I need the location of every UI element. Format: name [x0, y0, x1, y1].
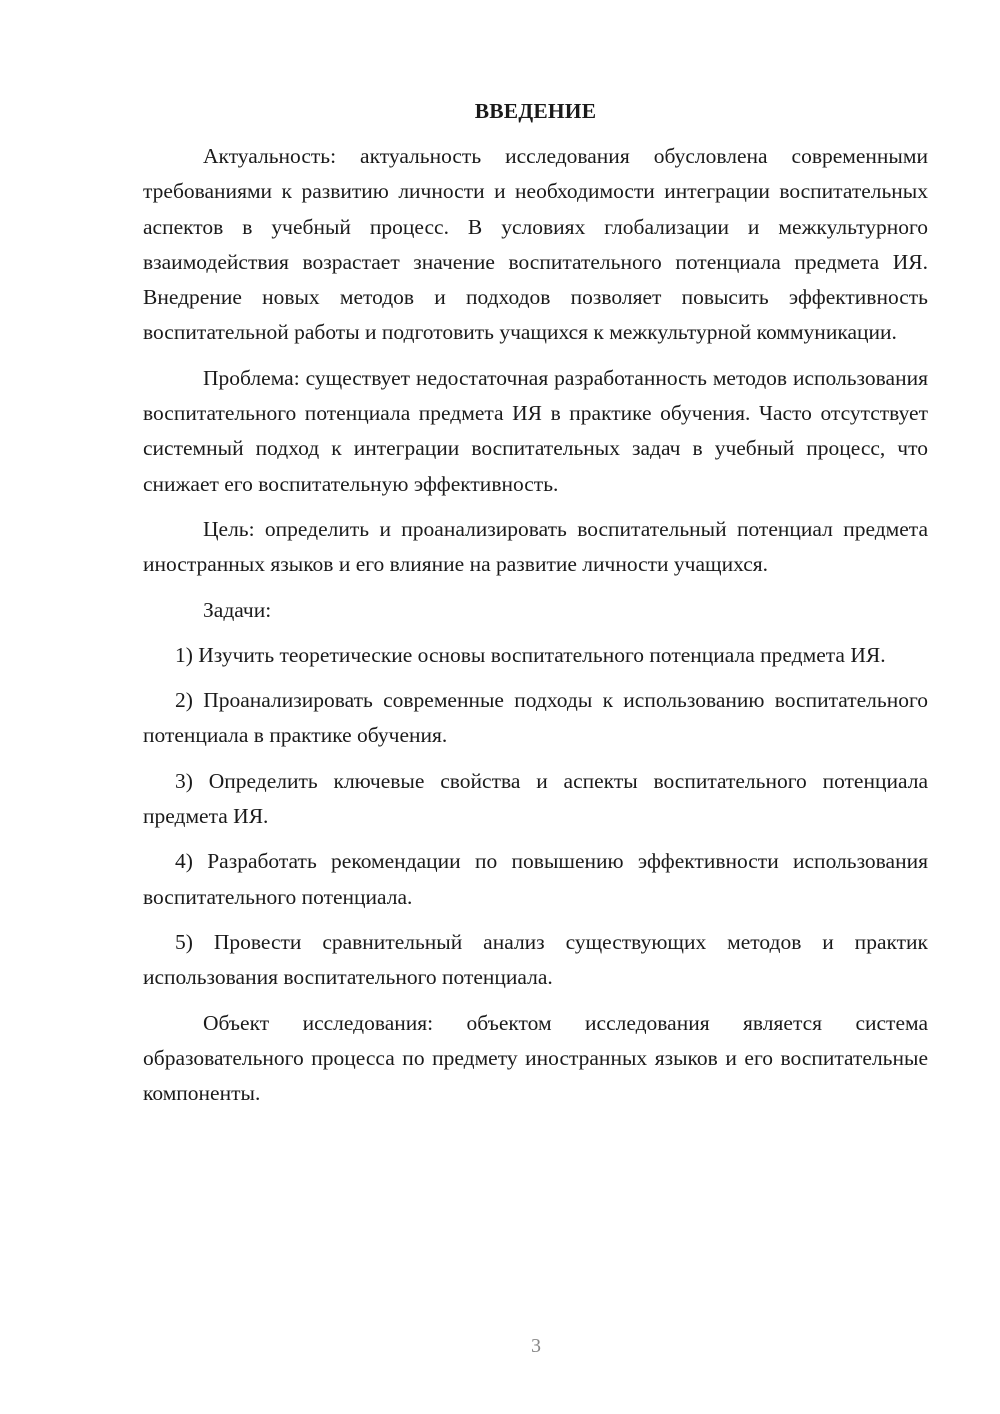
- paragraph-problem: Проблема: существует недостаточная разработанность методов использования воспитательного потенциала предмета ИЯ в практике обучения. Часто отсутствует системный подход к интеграции воспитательных задач в учебный процесс, что снижает его воспитательную эффективность.: [143, 365, 928, 496]
- paragraph-goal: Цель: определить и проанализировать воспитательный потенциал предмета иностранных языков и его влияние на развитие личности учащихся.: [143, 516, 928, 577]
- tasks-heading: Задачи:: [203, 597, 272, 622]
- page-number: 3: [531, 1335, 541, 1357]
- task-item-2: 2) Проанализировать современные подходы к использованию воспитательного потенциала в практике обучения.: [143, 688, 928, 748]
- task-item-5: 5) Провести сравнительный анализ существующих методов и практик использования воспитательного потенциала.: [143, 929, 928, 990]
- task-item-3: 3) Определить ключевые свойства и аспекты воспитательного потенциала предмета ИЯ.: [143, 768, 928, 829]
- section-title: ВВЕДЕНИЕ: [474, 99, 597, 123]
- document-body: [143, 96, 928, 1121]
- paragraph-actuality: Актуальность: актуальность исследования обусловлена современными требованиями к развитию личности и необходимости интеграции воспитательных аспектов в учебный процесс. В условиях глобализации и межкультурного взаимодействия возрастает значение воспитательного потенциала предмета ИЯ. Внедрение новых методов и подходов позволяет повысить эффективность воспитательной работы и подготовить учащихся к межкультурной коммуникации.: [143, 144, 928, 345]
- paragraph-object: Объект исследования: объектом исследования является система образовательного процесса по предмету иностранных языков и его воспитательные компоненты.: [143, 1010, 928, 1106]
- task-item-1: 1) Изучить теоретические основы воспитательного потенциала предмета ИЯ.: [175, 642, 886, 667]
- task-item-4: 4) Разработать рекомендации по повышению эффективности использования воспитательного потенциала.: [143, 849, 928, 909]
